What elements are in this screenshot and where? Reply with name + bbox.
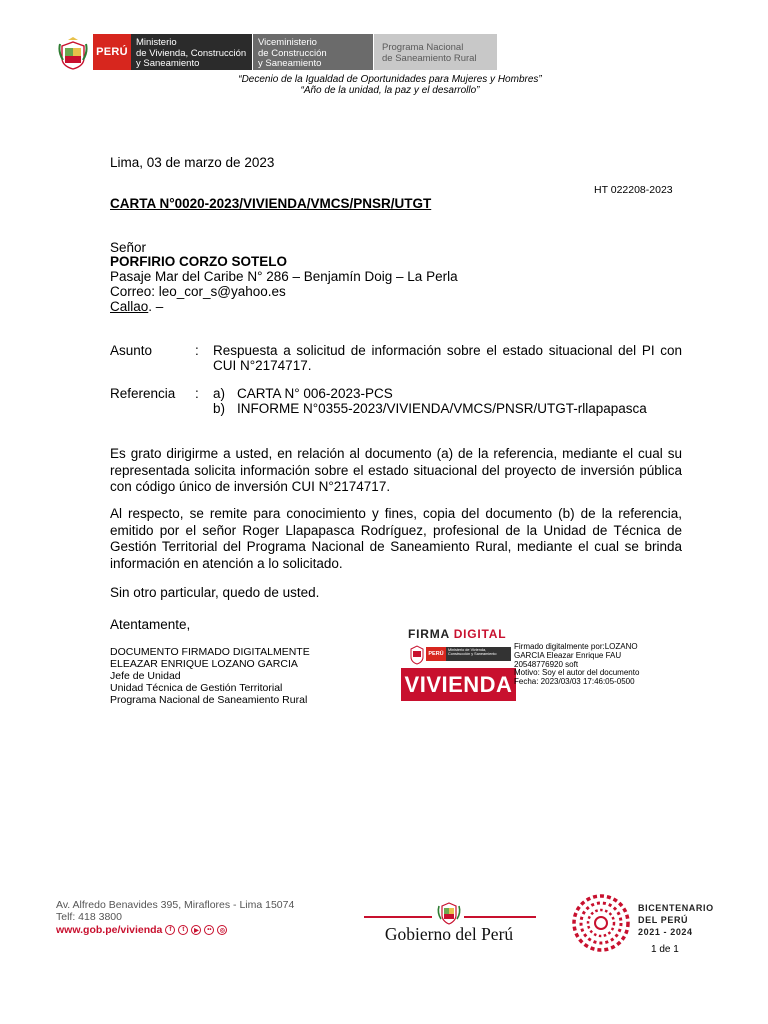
gobierno-divider-left — [364, 916, 432, 918]
firma-digital-title — [408, 627, 506, 641]
peru-coat-of-arms-icon — [436, 901, 462, 925]
digital-signature-line: GARCIA Eleazar Enrique FAU — [514, 650, 622, 660]
signer-name: ELEAZAR ENRIQUE LOZANO GARCIA — [110, 658, 298, 670]
instagram-icon[interactable]: ◎ — [217, 925, 227, 935]
digital-signature-line: Motivo: Soy el autor del documento — [514, 668, 640, 678]
firma-digital-logo-bar — [408, 643, 511, 665]
referencia-label: Referencia — [110, 386, 176, 401]
digital-signature-line: Firmado digitalmente por:LOZANO — [514, 642, 638, 651]
recipient-city — [110, 299, 163, 315]
digital-word: DIGITAL — [453, 627, 507, 641]
program-logo-block — [374, 34, 497, 70]
ministry-line: Ministerio — [136, 37, 177, 48]
ministry-line: de Vivienda, Construcción — [136, 47, 247, 59]
signer-title: Jefe de Unidad — [110, 670, 181, 682]
page-indicator: 1 de 1 — [651, 944, 679, 955]
vice-line: Viceministerio — [258, 37, 317, 48]
footer-url-row — [56, 924, 227, 936]
reference-b-text: INFORME N°0355-2023/VIVIENDA/VMCS/PNSR/UTGT-rllapapasca — [237, 401, 647, 416]
ministry-line: y Saneamiento — [136, 58, 200, 69]
program-line: Programa Nacional — [382, 42, 464, 53]
signer-unit: Unidad Técnica de Gestión Territorial — [110, 682, 283, 694]
decade-motto: “Decenio de la Igualdad de Oportunidades para Mujeres y Hombres” — [238, 74, 542, 85]
digital-signature-line: Fecha: 2023/03/03 17:46:05-0500 — [514, 677, 635, 687]
bicentenario-line: DEL PERÚ — [638, 915, 689, 925]
ministry-logo-block — [131, 34, 252, 70]
salutation: Señor — [110, 240, 147, 255]
closing-line: Sin otro particular, quedo de usted. — [110, 585, 320, 600]
program-line: de Saneamiento Rural — [382, 52, 477, 64]
stamp-peru-block: PERÚ — [426, 647, 446, 661]
footer-url[interactable]: www.gob.pe/vivienda — [56, 924, 163, 936]
gobierno-divider-right — [464, 916, 536, 918]
city-name: Callao — [110, 299, 149, 314]
twitter-icon[interactable]: t — [178, 925, 188, 935]
bicentenario-line: BICENTENARIO — [638, 903, 714, 913]
firma-word: FIRMA — [408, 627, 450, 641]
year-motto: “Año de la unidad, la paz y el desarrollo” — [300, 85, 480, 96]
place-date: Lima, 03 de marzo de 2023 — [110, 155, 275, 170]
viceministry-logo-block — [253, 34, 373, 70]
recipient-name: PORFIRIO CORZO SOTELO — [110, 254, 288, 269]
recipient-address: Pasaje Mar del Caribe N° 286 – Benjamín Doig – La Perla — [110, 269, 458, 284]
ht-number: HT 022208-2023 — [594, 184, 673, 196]
vice-line: de Construcción — [258, 47, 327, 59]
reference-b-letter: b) — [213, 401, 226, 416]
closing-greeting: Atentamente, — [110, 617, 191, 632]
facebook-icon[interactable]: f — [165, 925, 175, 935]
recipient-email: Correo: leo_cor_s@yahoo.es — [110, 284, 286, 299]
bicentenario-line: 2021 - 2024 — [638, 927, 693, 937]
vice-line: y Saneamiento — [258, 58, 322, 69]
youtube-icon[interactable]: ▶ — [191, 925, 201, 935]
reference-a-letter: a) — [213, 386, 226, 401]
referencia-colon: : — [195, 386, 199, 401]
asunto-text-line-2: CUI N°2174717. — [213, 358, 312, 373]
footer-address: Av. Alfredo Benavides 395, Miraflores - Lima 15074 — [56, 899, 295, 911]
peru-coat-of-arms-icon — [408, 643, 426, 665]
signature-block — [110, 646, 310, 706]
digital-signature-details — [514, 643, 684, 687]
gobierno-del-peru: Gobierno del Perú — [384, 924, 514, 944]
body-paragraph-1: Es grato dirigirme a usted, en relación al documento (a) de la referencia, mediante el cual su representada solicita información sobre el estado situacional del proyecto de inversión pública con código único de inversión CUI N°2174717. — [110, 446, 682, 494]
signature-line: DOCUMENTO FIRMADO DIGITALMENTE — [110, 646, 310, 658]
body-paragraph-2: Al respecto, se remite para conocimiento y fines, copia del documento (b) de la referencia, emitido por el señor Roger Llapapasca Rodríguez, profesional de la Unidad de Técnica de Gestión Territorial del Programa Nacional de Saneamiento Rural, mediante el cual se brinda información en atención a lo solicitado. — [110, 506, 682, 571]
city-suffix: . – — [148, 299, 164, 314]
flickr-icon[interactable]: •• — [204, 925, 214, 935]
vivienda-logo: VIVIENDA — [401, 668, 516, 701]
signer-program: Programa Nacional de Saneamiento Rural — [110, 694, 308, 706]
stamp-ministry-block: Ministerio de Vivienda, Construcción y Saneamiento — [446, 647, 511, 661]
bicentenario-emblem-icon — [570, 892, 632, 954]
peru-coat-of-arms-icon — [58, 36, 88, 70]
carta-number: CARTA N°0020-2023/VIVIENDA/VMCS/PNSR/UTGT — [110, 196, 432, 211]
asunto-colon: : — [195, 343, 199, 358]
peru-logo-block: PERÚ — [93, 34, 131, 70]
asunto-text-line-1: Respuesta a solicitud de información sobre el estado situacional del PI con — [213, 343, 682, 358]
reference-a-text: CARTA N° 006-2023-PCS — [237, 386, 393, 401]
asunto-label: Asunto — [110, 343, 153, 358]
digital-signature-line: 20548776920 soft — [514, 659, 579, 669]
footer-phone: Telf: 418 3800 — [56, 911, 122, 923]
